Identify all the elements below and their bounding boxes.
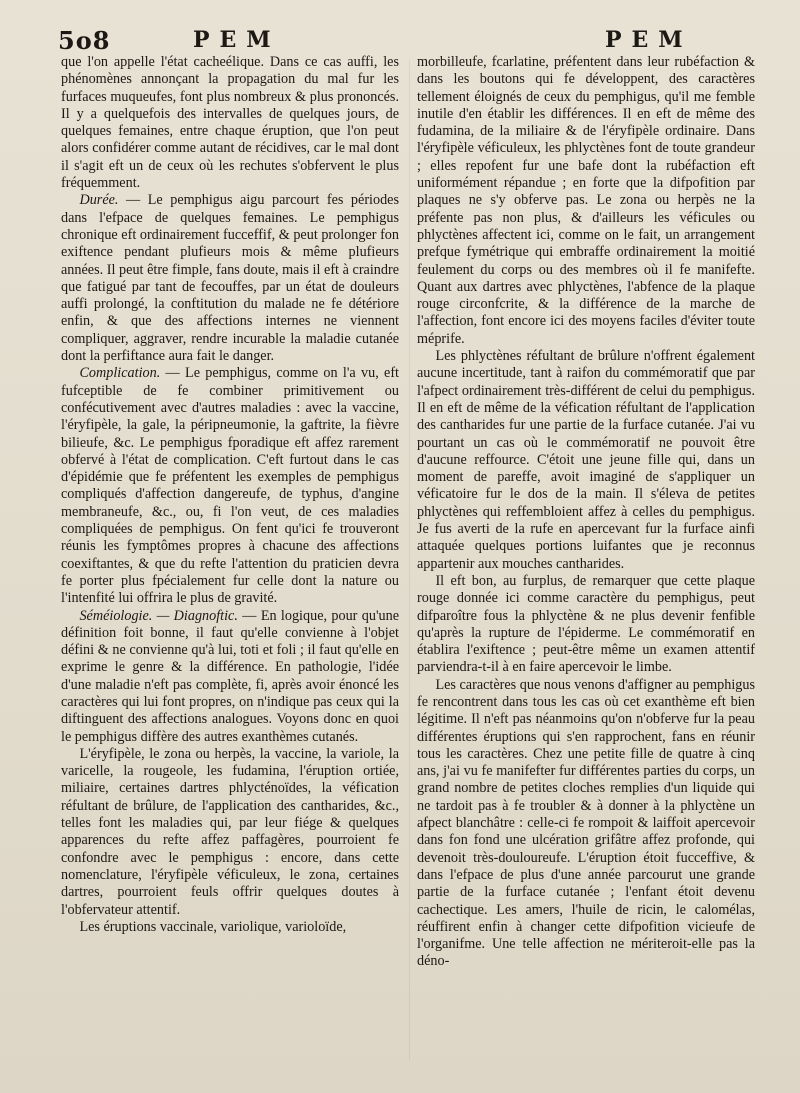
paragraph: que l'on appelle l'état cacheélique. Dans ce cas auffi, les phénomènes annonçant la propagation du mal fur les furfaces muqueufes, font plus nombreux & plus prononcés. Il y a quelquefois des intervalles de quelques jours, de quelques femaines, entre chaque éruption, que l'on peut alors confidérer comme autant de récidives, car le mal dont il s'agit eft un de ceux où les rechutes s'obfervent le plus fréquemment. [61, 54, 399, 192]
page-number: 5o8 [58, 26, 111, 55]
right-column [417, 54, 755, 1084]
running-head-left: PEM [193, 27, 281, 53]
page-header [58, 26, 770, 55]
paragraph: L'éryfipèle, le zona ou herpès, la vaccine, la variole, la varicelle, la rougeole, les fudamina, l'éruption ortiée, miliaire, certaines dartres phlycténoïdes, la véfication réfultant de brûlure, de l'application des cantharides, &c., telles font les maladies qui, par leur fiége & quelques apparences du refte affez paffagères, pourroient fe confondre avec le pemphigus : encore, dans cette nomenclature, l'éryfipèle véficuleux, le zona, certaines dartres, pourroient feuls offrir quelques doutes à l'obfervateur attentif. [61, 745, 399, 918]
paragraph: Durée. — Le pemphigus aigu parcourt fes périodes dans l'efpace de quelques femaines. Le pemphigus chronique eft ordinairement fucceffif, & peut prolonger fon exiftence pendant plufieurs mois & même plufieurs années. Il peut être fimple, fans doute, mais il eft à craindre que fatigué par tant de fecouffes, par un état de douleurs auffi prolongé, la conftitution du malade ne fe détériore enfin, & que des affections internes ne viennent compliquer, aggraver, rendre incurable la maladie cutanée dont la perfiftance aura fait le danger. [61, 192, 399, 365]
paragraph: Séméiologie. — Diagnoftic. — En logique, pour qu'une définition foit bonne, il faut qu'elle convienne à l'objet défini & ne convienne qu'à lui, toti et foli ; il faut qu'elle en exprime le genre & la différence. En pathologie, l'idée d'une maladie n'eft pas complète, fi, après avoir énoncé les caractères qui lui font propres, on n'indique pas ceux qui la diftinguent des affections analogues. Voyons donc en quoi le pemphigus diffère des autres exanthèmes cutanés. [61, 607, 399, 745]
paragraph: Les phlyctènes réfultant de brûlure n'offrent également aucune incertitude, tant à raifon du commémoratif que par l'afpect ordinairement très-différent de celui du pemphigus. Il en eft de même de la véfication réfultant de l'application des cantharides fur une partie de la furface cutanée. J'ai vu pourtant un cas où le commémoratif ne pouvoit être d'aucune reffource. C'étoit une jeune fille qui, dans un moment de pareffe, avoit imaginé de s'appliquer un véficatoire fur le dos de la main. Il s'éleva de petites phlyctènes qui reffembloient affez à celles du pemphigus. Je fus averti de la rufe en apercevant fur la furface ainfi attaquée quelques portions luifantes que je reconnus appartenir aux mouches cantharides. [417, 348, 755, 572]
paragraph: Complication. — Le pemphigus, comme on l'a vu, eft fufceptible de fe combiner primitivement ou confécutivement avec d'autres maladies : avec la vaccine, l'éryfipèle, la gale, la péripneumonie, la gaftrite, la fièvre bilieufe, &c. Le pemphigus fporadique eft affez rarement obfervé à l'état de complication. C'eft furtout dans le cas d'épidémie que fe préfentent les exemples de pemphigus compliqués d'affection dangereufe, de typhus, d'angine membraneufe, &c., ou, fi l'on veut, de ces maladies compliquées de pemphigus. On fent qu'ici fe trouveront réunis les fymptômes propres à chacune des affections coexiftantes, & que du refte l'attention du praticien devra fe porter plus fpécialement fur celle dont la nature ou l'intenfité lui offrira le plus de gravité. [61, 365, 399, 607]
section-lead: Durée. [79, 192, 119, 209]
section-lead: Séméiologie. — Diagnoftic. [79, 607, 238, 624]
paragraph: Les éruptions vaccinale, variolique, varioloïde, [79, 918, 347, 935]
paragraph: morbilleufe, fcarlatine, préfentent dans leur rubéfaction & dans les boutons qui fe développent, des caractères tellement éloignés de ceux du pemphigus, qu'il me femble inutile d'en établir les différences. Il en eft de même des fudamina, de la miliaire & de l'éryfipèle ordinaire. Dans l'éryfipèle véficuleux, les phlyctènes font de toute grandeur ; elles repofent fur une bafe dont la rubéfaction eft uniformément répandue ; en forte que la difpofition par plaques ne s'y obferve pas. Le zona ou herpès ne la préfente pas non plus, & d'ailleurs les véficules ou phlyctènes affectent ici, comme on le fait, un arrangement prefque fymétrique qui embraffe ordinairement la moitié feulement du corps ou des membres où il fe manifefte. Quant aux dartres avec phlyctènes, l'abfence de la plaque rouge circonfcrite, & la différence de la marche de l'affection, font encore ici des moyens faciles d'éviter toute méprife. [417, 54, 755, 347]
paragraph: Les caractères que nous venons d'affigner au pemphigus fe rencontrent dans tous les cas où cet exanthème eft bien légitime. Il n'eft pas néanmoins qu'on n'obferve fur la peau différentes éruptions qui s'en rapprochent, fans en réunir tous les caractères. Chez une petite fille de quatre à cinq ans, j'ai vu fe manifefter fur différentes parties du corps, un grand nombre de petites cloches remplies d'un liquide qui ne tardoit pas à fe troubler & à donner à la phlyctène un afpect blanchâtre : celle-ci fe rompoit & laiffoit apercevoir dans fon fond une ulcération grifâtre affez profonde, qui devenoit très-douloureufe. L'éruption étoit fucceffive, & dans l'efpace de plus d'une année parcourut une grande partie de la furface cutanée ; l'enfant étoit devenu cachectique. Les amers, l'huile de ricin, le calomélas, réuffirent enfin à changer cette difpofition vicieufe de l'organifme. Une telle affection ne mériteroit-elle pas la déno- [417, 676, 755, 970]
left-column [61, 54, 399, 1084]
running-head-right: PEM [605, 27, 693, 53]
column-gutter [409, 60, 410, 1060]
section-lead: Complication. [79, 365, 161, 382]
paragraph: Il eft bon, au furplus, de remarquer que cette plaque rouge donnée ici comme caractère du pemphigus, peut difparoître fous la phlyctène & ne plus devenir fenfible qu'après la rupture de l'épiderme. Le commémoratif en établira l'exiftence ; peut-être même un examen attentif parviendra-t-il à en faire apercevoir le limbe. [417, 572, 755, 676]
